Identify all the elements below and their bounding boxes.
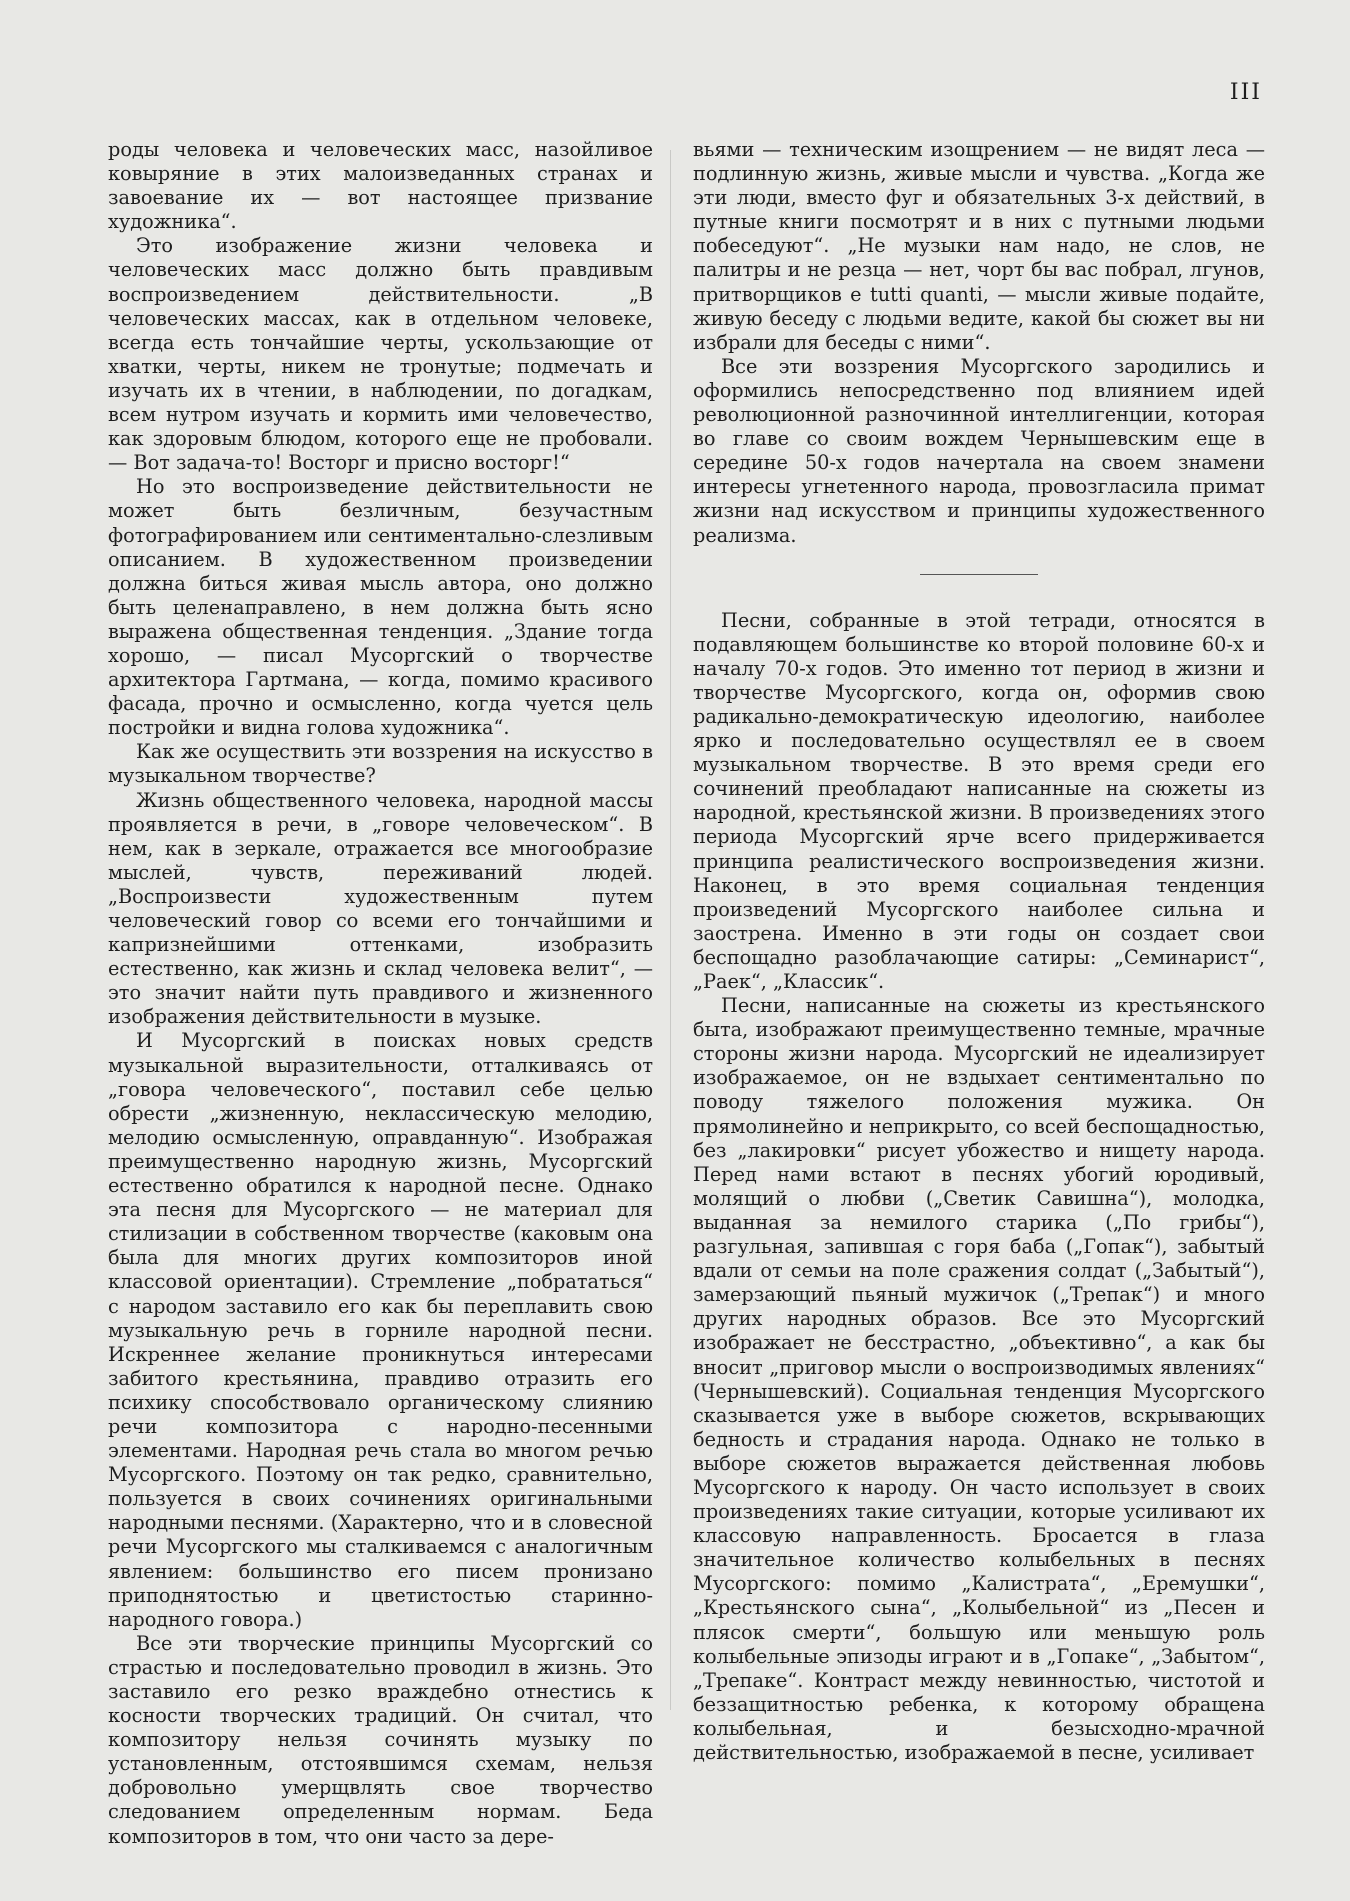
left-paragraph-5: Жизнь общественного человека, народной массы проявляется в речи, в „говоре человеческом“. В нем, как в зеркале, отражается все многообразие мыслей, чувств, переживаний людей. „Воспроизвести художественным путем человеческий говор со всеми его тончайшими и капризнейшими оттенками, изобразить естественно, как жизнь и склад человека велит“, — это значит найти путь правдивого и жизненного изображения действительности в музыке. xyxy=(108,788,653,1029)
section-divider xyxy=(920,574,1038,575)
column-gutter xyxy=(670,150,671,1710)
left-paragraph-2: Это изображение жизни человека и человеческих масс должно быть правдивым воспроизведением действительности. „В человеческих массах, как в отдельном человеке, всегда есть тончайшие черты, ускользающие от хватки, черты, никем не тронутые; подмечать и изучать их в чтении, в наблюдении, по догадкам, всем нутром изучать и кормить ими человечество, как здоровым блюдом, которого еще не пробовали. — Вот задача-то! Восторг и присно восторг!“ xyxy=(108,234,653,475)
left-paragraph-6: И Мусоргский в поисках новых средств музыкальной выразительности, отталкиваясь от „говора человеческого“, поставил себе целью обрести „жизненную, неклассическую мелодию, мелодию осмысленную, оправданную“. Изображая преимущественно народную жизнь, Мусоргский естественно обратился к народной песне. Однако эта песня для Мусоргского — не материал для стилизации в собственном творчестве (каковым она была для многих других композиторов иной классовой ориентации). Стремление „побрататься“ с народом заставило его как бы переплавить свою музыкальную речь в горниле народной песни. Искреннее желание проникнуться интересами забитого крестьянина, правдиво отразить его психику способствовало органическому слиянию речи композитора с народно-песенными элементами. Народная речь стала во многом речью Мусоргского. Поэтому он так редко, сравнительно, пользуется в своих сочинениях оригинальными народными песнями. (Характерно, что и в словесной речи Мусоргского мы сталкиваемся с аналогичным явлением: большинство его писем пронизано приподнятостью и цветистостью старинно-народного говора.) xyxy=(108,1029,653,1631)
right-paragraph-1: вьями — техническим изощрением — не видят леса — подлинную жизнь, живые мысли и чувства. „Когда же эти люди, вместо фуг и обязательных 3-х действий, в путные книги посмотрят и в них с путными людьми побеседуют“. „Не музыки нам надо, не слов, не палитры и не резца — нет, чорт бы вас побрал, лгунов, притворщиков e tutti quanti, — мысли живые подайте, живую беседу с людьми ведите, какой бы сюжет вы ни избрали для беседы с ними“. xyxy=(693,138,1265,354)
right-paragraph-2: Все эти воззрения Мусоргского зародились и оформились непосредственно под влиянием идей революционной разночинной интеллигенции, которая во главе со своим вождем Чернышевским еще в середине 50-х годов начертала на своем знамени интересы угнетенного народа, провозгласила примат жизни над искусством и принципы художественного реализма. xyxy=(693,354,1265,547)
left-paragraph-7: Все эти творческие принципы Мусоргский со страстью и последовательно проводил в жизнь. Это заставило его резко враждебно отнестись к косности творческих традиций. Он считал, что композитору нельзя сочинять музыку по установленным, отстоявшимся схемам, нельзя добровольно умерщвлять свое творчество следованием определенным нормам. Беда композиторов в том, что они часто за дере- xyxy=(108,1631,653,1848)
right-paragraph-4: Песни, написанные на сюжеты из крестьянского быта, изображают преимущественно темные, мрачные стороны жизни народа. Мусоргский не идеализирует изображаемое, он не вздыхает сентиментально по поводу тяжелого положения мужика. Он прямолинейно и неприкрыто, со всей беспощадностью, без „лакировки“ рисует убожество и нищету народа. Перед нами встают в песнях убогий юродивый, молящий о любви („Светик Савишна“), молодка, выданная за немилого старика („По грибы“), разгульная, запившая с горя баба („Гопак“), забытый вдали от семьи на поле сражения солдат („Забытый“), замерзающий пьяный мужичок („Трепак“) и много других народных образов. Все это Мусоргский изображает не бесстрастно, „объективно“, а как бы вносит „приговор мысли о воспроизводимых явлениях“ (Чернышевский). Социальная тенденция Мусоргского сказывается уже в выборе сюжетов, вскрывающих бедность и страдания народа. Однако не только в выборе сюжетов выражается действенная любовь Мусоргского к народу. Он часто использует в своих произведениях такие ситуации, которые усиливают их классовую направленность. Бросается в глаза значительное количество колыбельных в песнях Мусоргского: помимо „Калистрата“, „Еремушки“, „Крестьянского сына“, „Колыбельной“ из „Песен и плясок смерти“, большую или меньшую роль колыбельные эпизоды играют и в „Гопаке“, „Забытом“, „Трепаке“. Контраст между невинностью, чистотой и беззащитностью ребенка, к которому обращена колыбельная, и безысходно-мрачной действительностью, изображаемой в песне, усиливает xyxy=(693,994,1265,1764)
left-column xyxy=(108,138,653,1849)
right-column xyxy=(693,138,1265,1765)
left-paragraph-3: Но это воспроизведение действительности не может быть безличным, безучастным фотографированием или сентиментально-слезливым описанием. В художественном произведении должна биться живая мысль автора, оно должно быть целенаправлено, в нем должна быть ясно выражена общественная тенденция. „Здание тогда хорошо, — писал Мусоргский о творчестве архитектора Гартмана, — когда, помимо красивого фасада, прочно и осмысленно, когда чуется цель постройки и видна голова художника“. xyxy=(108,475,653,740)
right-paragraph-3: Песни, собранные в этой тетради, относятся в подавляющем большинстве ко второй половине 60-х и началу 70-х годов. Это именно тот период в жизни и творчестве Мусоргского, когда он, оформив свою радикально-демократическую идеологию, наиболее ярко и последовательно осуществлял ее в своем музыкальном творчестве. В это время среди его сочинений преобладают написанные на сюжеты из народной, крестьянской жизни. В произведениях этого периода Мусоргский ярче всего придерживается принципа реалистического воспроизведения жизни. Наконец, в это время социальная тенденция произведений Мусоргского наиболее сильна и заострена. Именно в эти годы он создает свои беспощадно разоблачающие сатиры: „Семинарист“, „Раек“, „Классик“. xyxy=(693,608,1265,993)
left-paragraph-4: Как же осуществить эти воззрения на искусство в музыкальном творчестве? xyxy=(108,740,653,788)
page-number: III xyxy=(1229,80,1262,105)
left-paragraph-1: роды человека и человеческих масс, назойливое ковыряние в этих малоизведанных странах и завоевание их — вот настоящее призвание художника“. xyxy=(108,138,653,234)
